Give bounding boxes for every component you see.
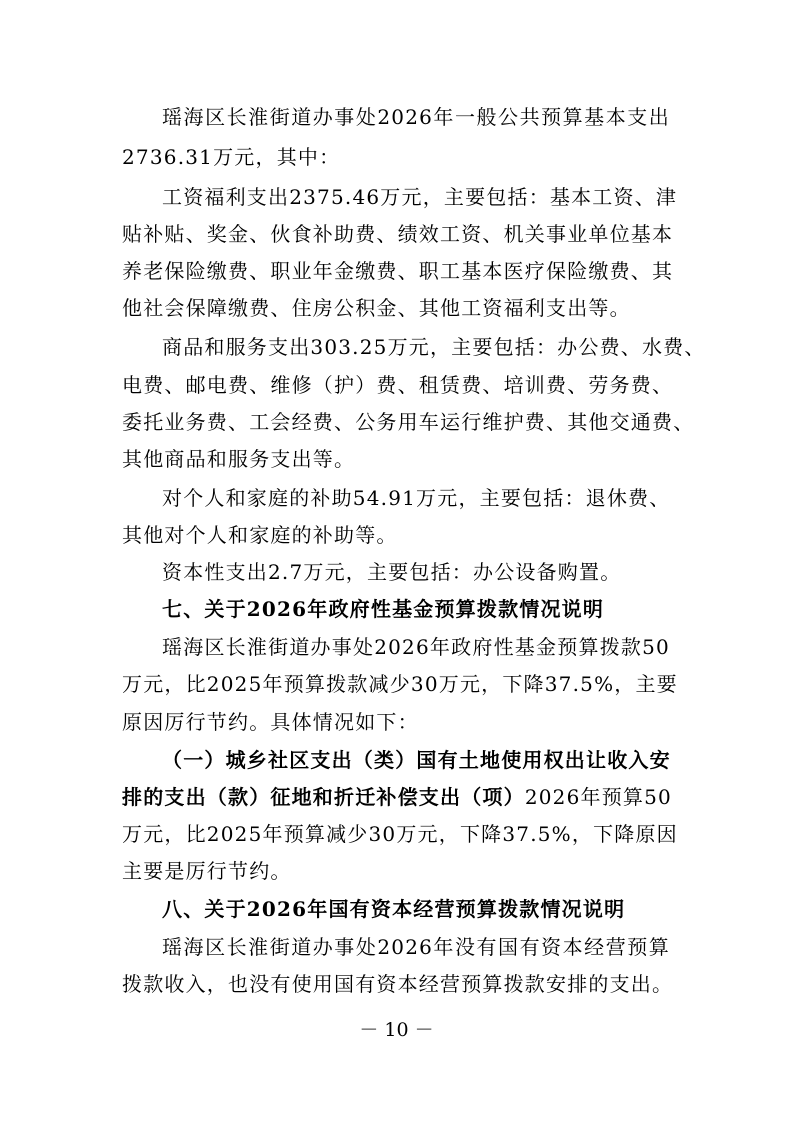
subsection-heading-continued: 排的支出（款）征地和折迁补偿支出（项）: [122, 785, 525, 809]
paragraph-line: 瑶海区长淮街道办事处2026年一般公共预算基本支出: [162, 105, 670, 129]
section-heading: 八、关于2026年国有资本经营预算拨款情况说明: [162, 897, 626, 921]
section-heading: 七、关于2026年政府性基金预算拨款情况说明: [162, 597, 605, 621]
paragraph-line: 瑶海区长淮街道办事处2026年没有国有资本经营预算: [162, 935, 670, 959]
paragraph-line: 原因厉行节约。具体情况如下：: [122, 710, 419, 734]
paragraph-line: [122, 783, 670, 811]
paragraph-line: 商品和服务支出303.25万元，主要包括：办公费、水费、: [162, 335, 706, 359]
paragraph-line: 瑶海区长淮街道办事处2026年政府性基金预算拨款50: [162, 635, 670, 659]
page-number: － 10 －: [359, 1019, 434, 1041]
paragraph-line: 电费、邮电费、维修（护）费、租赁费、培训费、劳务费、: [122, 373, 674, 397]
paragraph-line: 工资福利支出2375.46万元，主要包括：基本工资、津: [162, 185, 678, 209]
paragraph-line: 他社会保障缴费、住房公积金、其他工资福利支出等。: [122, 296, 631, 320]
paragraph-line: 其他商品和服务支出等。: [122, 447, 356, 471]
paragraph-line: 拨款收入，也没有使用国有资本经营预算拨款安排的支出。: [122, 972, 674, 996]
paragraph-line: 对个人和家庭的补助54.91万元，主要包括：退休费、: [162, 486, 671, 510]
paragraph-text: 2026年预算50: [524, 785, 672, 809]
paragraph-line: 万元，比2025年预算拨款减少30万元，下降37.5%，主要: [122, 672, 678, 696]
paragraph-line: 委托业务费、工会经费、公务用车运行维护费、其他交通费、: [122, 410, 695, 434]
paragraph-line: 贴补贴、奖金、伙食补助费、绩效工资、机关事业单位基本: [122, 222, 674, 246]
paragraph-line: 养老保险缴费、职业年金缴费、职工基本医疗保险缴费、其: [122, 259, 674, 283]
subsection-heading: （一）城乡社区支出（类）国有土地使用权出让收入安: [162, 748, 671, 772]
paragraph-line: 其他对个人和家庭的补助等。: [122, 523, 398, 547]
paragraph-line: 2736.31万元，其中：: [122, 145, 341, 169]
paragraph-line: 主要是厉行节约。: [122, 859, 292, 883]
paragraph-line: 资本性支出2.7万元，主要包括：办公设备购置。: [162, 560, 622, 584]
paragraph-line: 万元，比2025年预算减少30万元，下降37.5%，下降原因: [122, 822, 678, 846]
